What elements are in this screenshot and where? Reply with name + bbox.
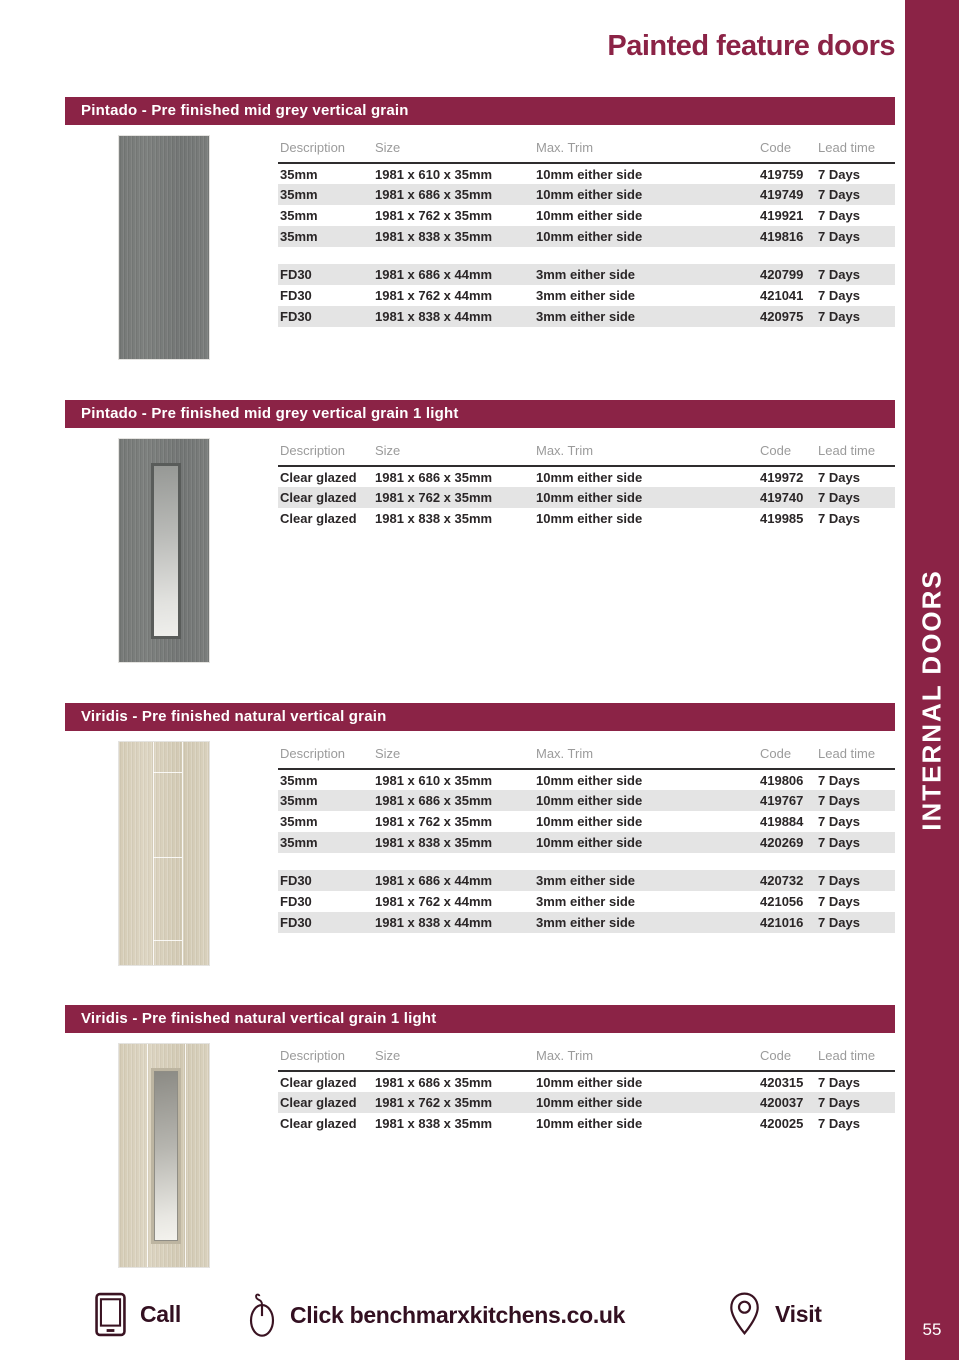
click-link[interactable]: Click benchmarxkitchens.co.uk bbox=[290, 1301, 626, 1328]
table-cell: 7 Days bbox=[816, 790, 895, 811]
table-cell: 1981 x 838 x 44mm bbox=[373, 306, 534, 327]
section-header bbox=[65, 400, 895, 428]
table-cell: 1981 x 838 x 35mm bbox=[375, 511, 493, 526]
sidebar-label: INTERNAL DOORS bbox=[916, 569, 947, 831]
col-code: Code bbox=[758, 443, 816, 466]
section-pintado-plain bbox=[65, 97, 895, 324]
group-spacer bbox=[278, 247, 895, 264]
table-cell: 7 Days bbox=[816, 306, 895, 327]
table-row bbox=[278, 264, 895, 285]
table-cell: 3mm either side bbox=[536, 894, 635, 909]
col-size: Size bbox=[373, 140, 534, 163]
table-cell: 7 Days bbox=[816, 184, 895, 205]
table-cell: 1981 x 762 x 35mm bbox=[373, 1092, 534, 1113]
glazed-panel bbox=[151, 1068, 181, 1244]
section-viridis-glazed bbox=[65, 1005, 895, 1131]
glazed-panel bbox=[151, 463, 181, 639]
table-cell: 421016 bbox=[758, 912, 816, 933]
table-cell: 1981 x 838 x 35mm bbox=[373, 226, 534, 247]
table-cell: 7 Days bbox=[818, 814, 860, 829]
table-cell: 419749 bbox=[758, 184, 816, 205]
table-cell: 35mm bbox=[278, 226, 373, 247]
table-cell: 419816 bbox=[758, 226, 816, 247]
table-cell: 7 Days bbox=[818, 208, 860, 223]
table-cell: 3mm either side bbox=[536, 288, 635, 303]
table-cell: 7 Days bbox=[818, 894, 860, 909]
col-max-trim: Max. Trim bbox=[534, 1048, 758, 1071]
table-cell: 7 Days bbox=[818, 469, 860, 485]
table-cell: 421041 bbox=[760, 288, 804, 303]
page-number: 55 bbox=[922, 1320, 942, 1339]
table-cell: 420799 bbox=[758, 264, 816, 285]
table-cell: 1981 x 686 x 35mm bbox=[373, 184, 534, 205]
table-cell: Clear glazed bbox=[280, 1074, 357, 1090]
section-title: Viridis - Pre finished natural vertical grain 1 light bbox=[81, 1010, 437, 1027]
table-cell: 10mm either side bbox=[534, 226, 758, 247]
footer-click bbox=[248, 1292, 625, 1338]
table-cell: 10mm either side bbox=[536, 772, 643, 788]
col-description: Description bbox=[278, 443, 373, 466]
table-cell: 7 Days bbox=[816, 1092, 895, 1113]
table-cell: FD30 bbox=[280, 288, 312, 303]
table-row bbox=[278, 163, 895, 184]
col-lead-time: Lead time bbox=[816, 140, 895, 163]
table-cell: 420025 bbox=[760, 1116, 804, 1131]
col-lead-time: Lead time bbox=[816, 443, 895, 466]
call-label: Call bbox=[140, 1301, 181, 1327]
table-cell: 1981 x 686 x 35mm bbox=[375, 1074, 493, 1090]
col-description: Description bbox=[278, 140, 373, 163]
spec-table bbox=[278, 1048, 895, 1134]
table-row bbox=[278, 870, 895, 891]
table-cell: 419759 bbox=[760, 166, 804, 182]
table-cell: 10mm either side bbox=[536, 1116, 643, 1131]
table-cell: 419972 bbox=[760, 469, 804, 485]
table-cell: 1981 x 762 x 35mm bbox=[375, 208, 493, 223]
table-cell: 421056 bbox=[760, 894, 804, 909]
table-cell: 420975 bbox=[758, 306, 816, 327]
table-row bbox=[278, 832, 895, 853]
table-cell: 10mm either side bbox=[534, 790, 758, 811]
col-size: Size bbox=[373, 746, 534, 769]
table-cell: 419921 bbox=[760, 208, 804, 223]
col-max-trim: Max. Trim bbox=[534, 746, 758, 769]
table-row bbox=[278, 790, 895, 811]
table-row bbox=[278, 769, 895, 790]
table-cell: 1981 x 838 x 35mm bbox=[375, 1116, 493, 1131]
table-header-row bbox=[278, 1048, 895, 1071]
table-cell: 419740 bbox=[758, 487, 816, 508]
group-spacer bbox=[278, 853, 895, 870]
table-cell: 10mm either side bbox=[536, 1074, 643, 1090]
section-header bbox=[65, 703, 895, 731]
table-cell: 1981 x 762 x 44mm bbox=[375, 894, 493, 909]
table-header-row bbox=[278, 746, 895, 769]
table-cell: 1981 x 686 x 44mm bbox=[373, 264, 534, 285]
col-code: Code bbox=[758, 746, 816, 769]
table-cell: 7 Days bbox=[816, 487, 895, 508]
table-cell: 10mm either side bbox=[534, 1092, 758, 1113]
table-cell: FD30 bbox=[280, 894, 312, 909]
table-cell: 7 Days bbox=[818, 772, 860, 788]
table-cell: 1981 x 686 x 44mm bbox=[373, 870, 534, 891]
col-max-trim: Max. Trim bbox=[534, 443, 758, 466]
col-description: Description bbox=[278, 1048, 373, 1071]
table-cell: 1981 x 762 x 44mm bbox=[375, 288, 493, 303]
col-lead-time: Lead time bbox=[816, 1048, 895, 1071]
table-cell: 35mm bbox=[278, 832, 373, 853]
col-max-trim: Max. Trim bbox=[534, 140, 758, 163]
footer bbox=[65, 1292, 895, 1352]
page-title: Painted feature doors bbox=[607, 30, 895, 62]
table-cell: Clear glazed bbox=[280, 511, 357, 526]
col-code: Code bbox=[758, 1048, 816, 1071]
table-row bbox=[278, 1092, 895, 1113]
table-cell: 1981 x 838 x 35mm bbox=[373, 832, 534, 853]
footer-call bbox=[95, 1292, 181, 1337]
table-cell: FD30 bbox=[278, 264, 373, 285]
table-cell: 7 Days bbox=[816, 870, 895, 891]
table-cell: FD30 bbox=[278, 912, 373, 933]
section-header bbox=[65, 1005, 895, 1033]
table-cell: 1981 x 762 x 35mm bbox=[373, 487, 534, 508]
table-cell: Clear glazed bbox=[280, 1116, 357, 1131]
table-cell: 35mm bbox=[278, 184, 373, 205]
table-cell: 35mm bbox=[280, 814, 318, 829]
door-image-grey-glazed bbox=[118, 438, 210, 663]
section-title: Viridis - Pre finished natural vertical grain bbox=[81, 708, 387, 725]
table-cell: FD30 bbox=[278, 306, 373, 327]
table-row bbox=[278, 1071, 895, 1092]
table-cell: 10mm either side bbox=[536, 208, 643, 223]
table-cell: 7 Days bbox=[818, 288, 860, 303]
col-description: Description bbox=[278, 746, 373, 769]
table-cell: 7 Days bbox=[816, 226, 895, 247]
table-row bbox=[278, 508, 895, 529]
table-row bbox=[278, 891, 895, 912]
col-size: Size bbox=[373, 443, 534, 466]
table-cell: Clear glazed bbox=[278, 1092, 373, 1113]
table-cell: 7 Days bbox=[818, 166, 860, 182]
table-row bbox=[278, 285, 895, 306]
phone-icon bbox=[95, 1292, 126, 1337]
table-cell: 10mm either side bbox=[534, 184, 758, 205]
location-pin-icon bbox=[728, 1292, 761, 1336]
table-row bbox=[278, 184, 895, 205]
table-row bbox=[278, 306, 895, 327]
table-cell: 7 Days bbox=[818, 511, 860, 526]
table-cell: 10mm either side bbox=[534, 832, 758, 853]
door-image-grey-plain bbox=[118, 135, 210, 360]
table-row bbox=[278, 811, 895, 832]
table-header-row bbox=[278, 140, 895, 163]
table-row bbox=[278, 487, 895, 508]
table-cell: Clear glazed bbox=[280, 469, 357, 485]
table-cell: 419985 bbox=[760, 511, 804, 526]
section-title: Pintado - Pre finished mid grey vertical grain bbox=[81, 102, 409, 119]
table-cell: 419806 bbox=[760, 772, 804, 788]
col-code: Code bbox=[758, 140, 816, 163]
table-cell: 35mm bbox=[280, 772, 318, 788]
table-cell: 419767 bbox=[758, 790, 816, 811]
table-header-row bbox=[278, 443, 895, 466]
table-cell: 420315 bbox=[760, 1074, 804, 1090]
table-cell: 10mm either side bbox=[536, 166, 643, 182]
table-cell: 1981 x 610 x 35mm bbox=[375, 772, 493, 788]
table-cell: 7 Days bbox=[818, 1116, 860, 1131]
table-cell: 3mm either side bbox=[534, 306, 758, 327]
table-cell: 35mm bbox=[280, 166, 318, 182]
spec-table bbox=[278, 746, 895, 933]
section-header bbox=[65, 97, 895, 125]
spec-table bbox=[278, 140, 895, 327]
footer-visit bbox=[728, 1292, 822, 1336]
table-cell: 10mm either side bbox=[536, 469, 643, 485]
door-image-natural-glazed bbox=[118, 1043, 210, 1268]
table-cell: 420732 bbox=[758, 870, 816, 891]
table-cell: 7 Days bbox=[818, 1074, 860, 1090]
col-lead-time: Lead time bbox=[816, 746, 895, 769]
mouse-icon bbox=[248, 1292, 276, 1338]
sidebar-strip bbox=[905, 0, 959, 1360]
visit-label: Visit bbox=[775, 1300, 822, 1327]
table-cell: Clear glazed bbox=[278, 487, 373, 508]
table-cell: 1981 x 838 x 44mm bbox=[373, 912, 534, 933]
table-cell: 420269 bbox=[758, 832, 816, 853]
table-cell: 420037 bbox=[758, 1092, 816, 1113]
table-row bbox=[278, 1113, 895, 1134]
spec-table bbox=[278, 443, 895, 529]
table-cell: 10mm either side bbox=[536, 814, 643, 829]
table-cell: 10mm either side bbox=[536, 511, 643, 526]
table-cell: 35mm bbox=[280, 208, 318, 223]
table-row bbox=[278, 205, 895, 226]
table-cell: 1981 x 686 x 35mm bbox=[373, 790, 534, 811]
table-cell: 1981 x 762 x 35mm bbox=[375, 814, 493, 829]
table-cell: 1981 x 686 x 35mm bbox=[375, 469, 493, 485]
table-cell: 7 Days bbox=[816, 264, 895, 285]
table-cell: 419884 bbox=[760, 814, 804, 829]
table-row bbox=[278, 226, 895, 247]
table-cell: 3mm either side bbox=[534, 870, 758, 891]
col-size: Size bbox=[373, 1048, 534, 1071]
table-cell: FD30 bbox=[278, 870, 373, 891]
table-cell: 7 Days bbox=[816, 832, 895, 853]
section-viridis-plain bbox=[65, 703, 895, 930]
table-row bbox=[278, 912, 895, 933]
table-cell: 7 Days bbox=[816, 912, 895, 933]
table-cell: 3mm either side bbox=[534, 264, 758, 285]
table-cell: 10mm either side bbox=[534, 487, 758, 508]
table-cell: 35mm bbox=[278, 790, 373, 811]
section-title: Pintado - Pre finished mid grey vertical grain 1 light bbox=[81, 405, 459, 422]
table-cell: 3mm either side bbox=[534, 912, 758, 933]
door-image-natural-plain bbox=[118, 741, 210, 966]
table-row bbox=[278, 466, 895, 487]
section-pintado-glazed bbox=[65, 400, 895, 526]
table-cell: 1981 x 610 x 35mm bbox=[375, 166, 493, 182]
